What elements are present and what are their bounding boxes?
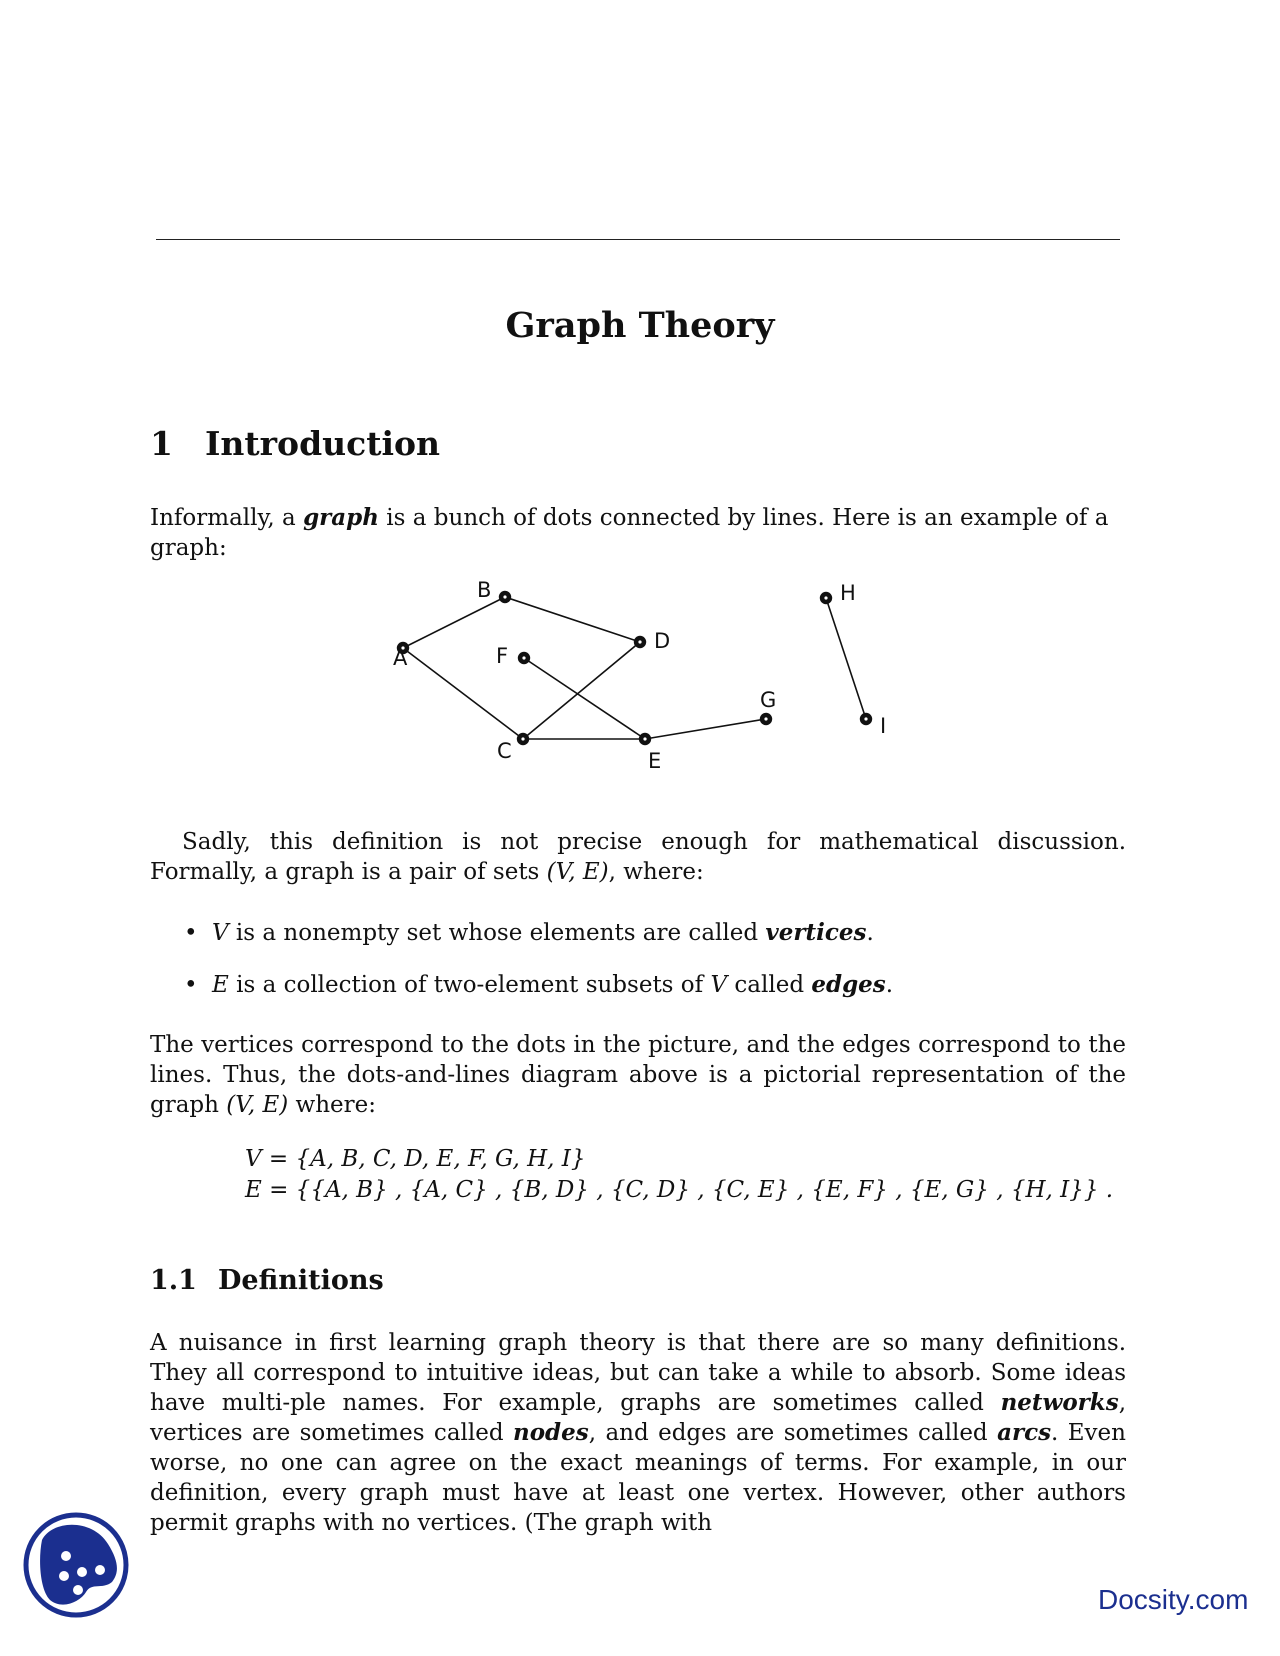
document-title: Graph Theory — [505, 305, 775, 346]
definition-bullet-list — [184, 918, 893, 1022]
vertex-label-g: G — [760, 688, 777, 712]
section-title: Introduction — [205, 424, 441, 463]
docsity-logo-icon[interactable] — [22, 1510, 130, 1620]
edge-e-g — [645, 719, 766, 739]
math-pair: (V, E) — [546, 859, 609, 885]
docsity-brand-link[interactable]: Docsity.com — [1098, 1584, 1249, 1615]
edge-e-f — [524, 658, 645, 739]
bullet-edges: • E is a collection of two-element subsets of V called edges. — [184, 970, 893, 1022]
math-pair: (V, E) — [226, 1092, 289, 1118]
section-number: 1 — [150, 424, 173, 463]
term-vertices: vertices — [765, 919, 867, 946]
vertex-label-f: F — [496, 644, 509, 668]
section-number: 1.1 — [150, 1265, 197, 1296]
vertex-label-b: B — [477, 578, 492, 602]
section-title: Definitions — [218, 1265, 384, 1296]
formal-definition-paragraph: Sadly, this definition is not precise enough for mathematical discussion. Formally, a graph is a pair of sets (V, E), where: — [150, 829, 1126, 885]
section-heading-definitions — [150, 1264, 384, 1298]
graph-figure — [0, 0, 1280, 800]
correspondence-paragraph: The vertices correspond to the dots in the picture, and the edges correspond to the lines. Thus, the dots-and-lines diagram above is a pictorial representation of the graph (V, E) where: — [150, 1032, 1126, 1118]
vertex-label-c: C — [497, 739, 512, 763]
vertex-set-equation: V = {A, B, C, D, E, F, G, H, I} — [245, 1146, 586, 1172]
edge-a-b — [403, 597, 505, 648]
edge-h-i — [826, 598, 866, 719]
term-arcs: arcs — [997, 1419, 1052, 1446]
vertex-label-a: A — [393, 646, 408, 670]
vertex-label-d: D — [654, 629, 671, 653]
term-networks: networks — [1000, 1389, 1119, 1416]
vertex-label-h: H — [840, 581, 856, 605]
definitions-paragraph: A nuisance in first learning graph theory is that there are so many definitions. They all correspond to intuitive ideas, but can take a while to absorb. Some ideas have multi-ple names. For example, graphs are sometimes called networks, vertices are sometimes called nodes, and edges are sometimes called arcs. Even worse, no one can agree on the exact meanings of terms. For example, in our definition, every graph must have at least one vertex. However, other authors permit graphs with no vertices. (The graph with — [150, 1330, 1126, 1536]
term-nodes: nodes — [512, 1419, 589, 1446]
term-edges: edges — [811, 971, 886, 998]
vertex-label-e: E — [648, 749, 662, 773]
term-graph: graph — [303, 504, 379, 531]
intro-paragraph: Informally, a graph is a bunch of dots connected by lines. Here is an example of a graph: — [150, 504, 1109, 561]
vertex-label-i: I — [880, 714, 887, 738]
edge-b-d — [505, 597, 640, 642]
set-equations — [245, 1144, 1113, 1206]
edge-set-equation: E = {{A, B} , {A, C} , {B, D} , {C, D} , {C, E} , {E, F} , {E, G} , {H, I}} . — [245, 1177, 1114, 1203]
bullet-vertices: • V is a nonempty set whose elements are called vertices. — [184, 918, 893, 970]
